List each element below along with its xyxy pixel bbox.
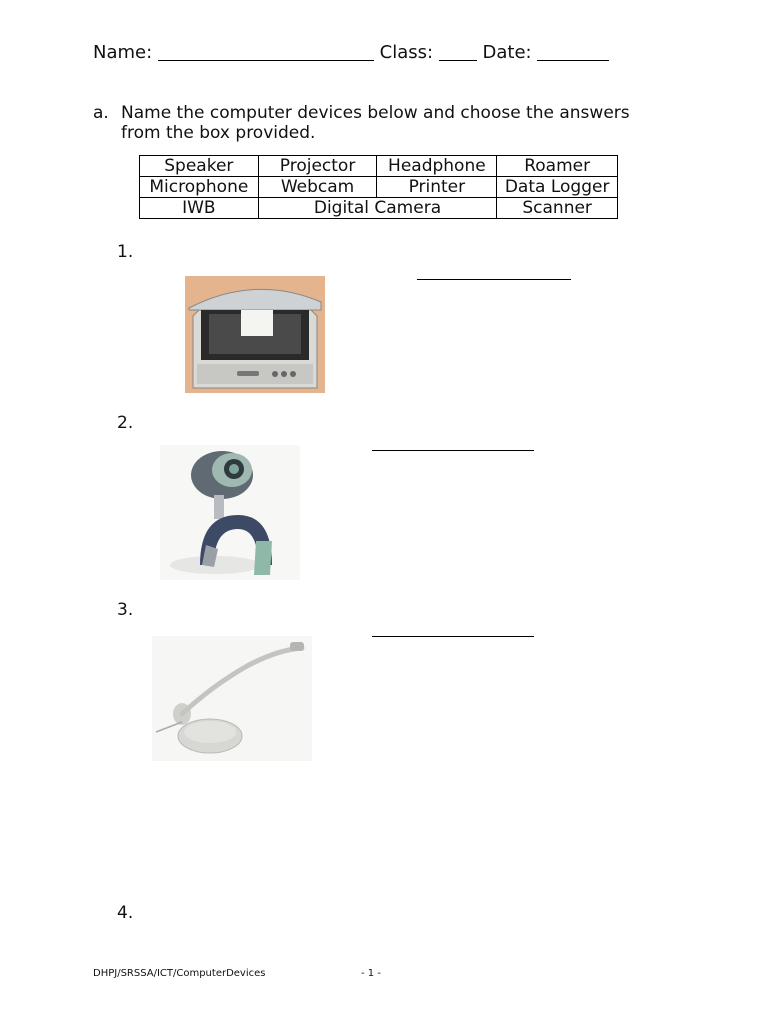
date-blank[interactable] bbox=[537, 60, 609, 61]
question-line-2: from the box provided. bbox=[121, 123, 316, 143]
answer-cell: Headphone bbox=[377, 156, 497, 177]
class-blank[interactable] bbox=[439, 60, 477, 61]
answer-box bbox=[139, 155, 618, 219]
question-label: a. bbox=[93, 103, 109, 123]
answer-row bbox=[140, 156, 618, 177]
answer-cell: Roamer bbox=[497, 156, 618, 177]
answer-row bbox=[140, 198, 618, 219]
answer-cell: Printer bbox=[377, 177, 497, 198]
answer-blank-2[interactable] bbox=[372, 450, 534, 451]
date-label: Date: bbox=[482, 42, 532, 63]
answer-cell: Projector bbox=[258, 156, 377, 177]
item-number-3: 3. bbox=[117, 600, 134, 620]
page-number: - 1 - bbox=[361, 968, 381, 979]
item-number-2: 2. bbox=[117, 413, 134, 433]
answer-blank-3[interactable] bbox=[372, 636, 534, 637]
answer-cell: Digital Camera bbox=[258, 198, 497, 219]
answer-row bbox=[140, 177, 618, 198]
webcam-image bbox=[160, 445, 300, 580]
answer-cell: Microphone bbox=[140, 177, 259, 198]
question-line-1: Name the computer devices below and choose the answers bbox=[121, 103, 630, 123]
class-label: Class: bbox=[379, 42, 434, 63]
item-number-1: 1. bbox=[117, 242, 134, 262]
answer-blank-1[interactable] bbox=[417, 279, 571, 280]
footer-code: DHPJ/SRSSA/ICT/ComputerDevices bbox=[93, 968, 266, 979]
microphone-image bbox=[152, 636, 312, 761]
answer-cell: Data Logger bbox=[497, 177, 618, 198]
answer-cell: Scanner bbox=[497, 198, 618, 219]
item-number-4: 4. bbox=[117, 903, 134, 923]
question-text bbox=[121, 103, 630, 143]
scanner-image bbox=[185, 276, 325, 393]
answer-cell: Speaker bbox=[140, 156, 259, 177]
name-blank[interactable] bbox=[158, 60, 374, 61]
header-line bbox=[93, 42, 609, 63]
name-label: Name: bbox=[93, 42, 153, 63]
answer-cell: Webcam bbox=[258, 177, 377, 198]
answer-cell: IWB bbox=[140, 198, 259, 219]
